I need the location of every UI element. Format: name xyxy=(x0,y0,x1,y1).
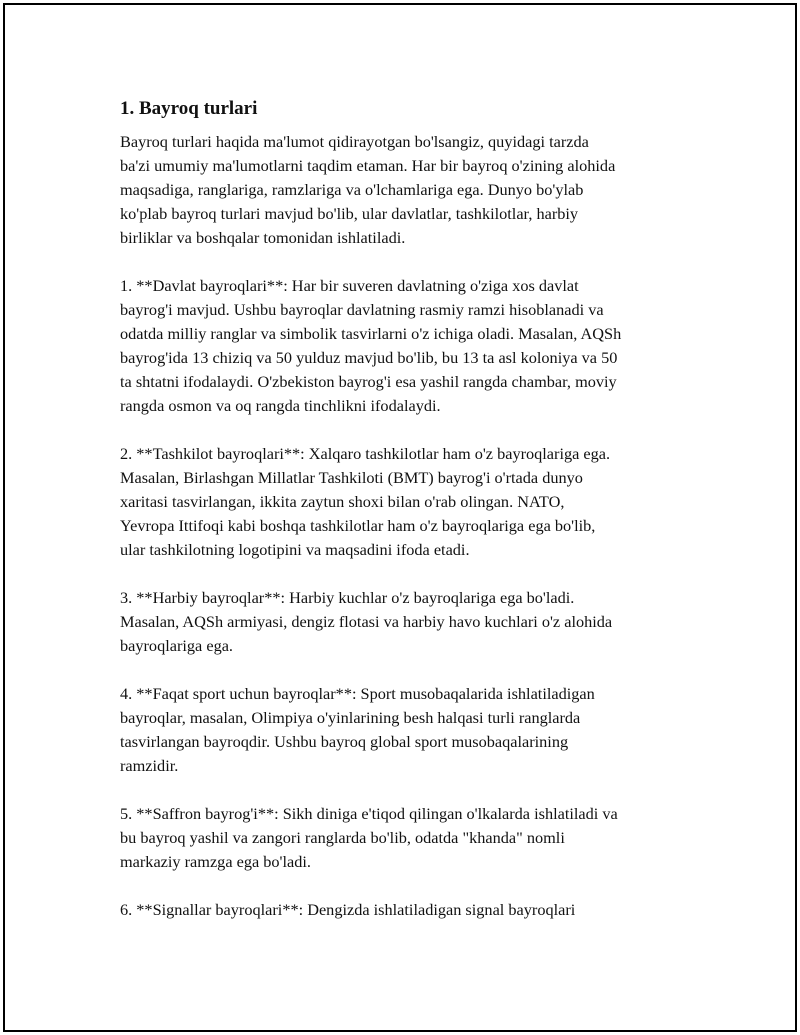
paragraph-signal-flags: 6. **Signallar bayroqlari**: Dengizda ishlatiladigan signal bayroqlari xyxy=(120,900,576,919)
paragraph-sport-flags: 4. **Faqat sport uchun bayroqlar**: Sport musobaqalarida ishlatiladigan bayroqlar, masalan, Olimpiya o'yinlarining besh halqasi turli ranglarda tasvirlangan bayroqdir. Ushbu bayroq global sport musobaqalarining ramzidir. xyxy=(120,684,595,775)
page-frame xyxy=(3,3,797,1032)
paragraph-organization-flags: 2. **Tashkilot bayroqlari**: Xalqaro tashkilotlar ham o'z bayroqlariga ega. Masalan, Birlashgan Millatlar Tashkiloti (BMT) bayrog'i o'rtada dunyo xaritasi tasvirlangan, ikkita zaytun shoxi bilan o'rab olingan. NATO, Yevropa Ittifoqi kabi boshqa tashkilotlar ham o'z bayroqlariga ega bo'lib, ular tashkilotning logotipini va maqsadini ifoda etadi. xyxy=(120,444,611,559)
section-heading: 1. Bayroq turlari xyxy=(120,98,258,119)
document-body xyxy=(120,97,700,922)
paragraph-saffron-flag: 5. **Saffron bayrog'i**: Sikh diniga e'tiqod qilingan o'lkalarda ishlatiladi va bu bayroq yashil va zangori ranglarda bo'lib, odatda "khanda" nomli markaziy ramzga ega bo'ladi. xyxy=(120,804,618,871)
intro-paragraph: Bayroq turlari haqida ma'lumot qidirayotgan bo'lsangiz, quyidagi tarzda ba'zi umumiy ma'lumotlarni taqdim etaman. Har bir bayroq o'zining alohida maqsadiga, ranglariga, ramzlariga va o'lchamlariga ega. Dunyo bo'ylab ko'plab bayroq turlari mavjud bo'lib, ular davlatlar, tashkilotlar, harbiy birliklar va boshqalar tomonidan ishlatiladi. xyxy=(120,132,616,247)
paragraph-military-flags: 3. **Harbiy bayroqlar**: Harbiy kuchlar o'z bayroqlariga ega bo'ladi. Masalan, AQSh armiyasi, dengiz flotasi va harbiy havo kuchlari o'z alohida bayroqlariga ega. xyxy=(120,588,613,655)
paragraph-state-flags: 1. **Davlat bayroqlari**: Har bir suveren davlatning o'ziga xos davlat bayrog'i mavjud. Ushbu bayroqlar davlatning rasmiy ramzi hisoblanadi va odatda milliy ranglar va simbolik tasvirlarni o'z ichiga oladi. Masalan, AQSh bayrog'ida 13 chiziq va 50 yulduz mavjud bo'lib, bu 13 ta asl koloniya va 50 ta shtatni ifodalaydi. O'zbekiston bayrog'i esa yashil rangda chambar, moviy rangda osmon va oq rangda tinchlikni ifodalaydi. xyxy=(120,276,622,415)
